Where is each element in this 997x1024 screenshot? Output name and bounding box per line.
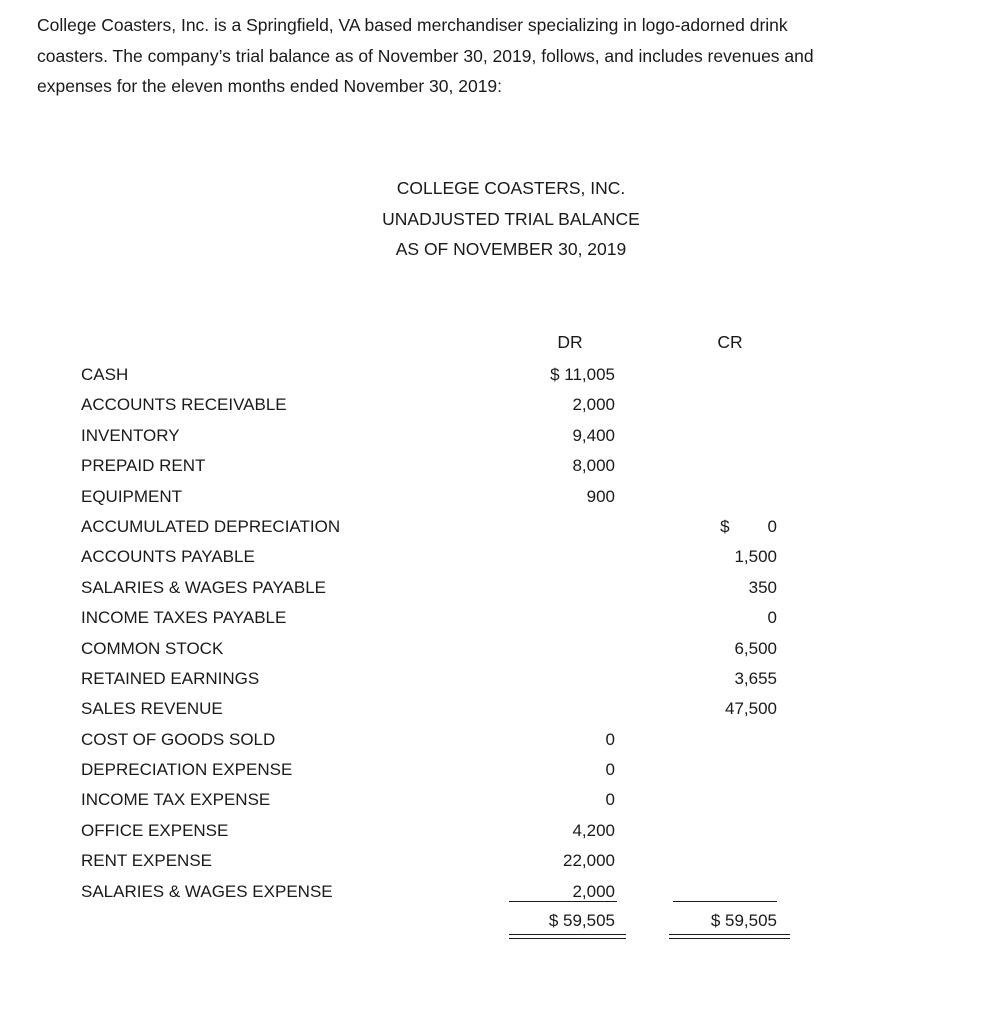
table-row [0, 785, 997, 815]
table-row [0, 360, 997, 390]
table-row [0, 664, 997, 694]
debit-subtotal-rule [509, 901, 617, 902]
debit-amount: 8,000 [572, 456, 615, 476]
debit-amount: 9,400 [572, 425, 615, 445]
table-row [0, 877, 997, 907]
credit-double-underline [669, 934, 790, 939]
table-row [0, 542, 997, 572]
credit-value: 0 [767, 516, 777, 536]
debit-amount: 0 [605, 790, 615, 810]
credit-column-header: CR [717, 332, 743, 352]
debit-amount: 900 [586, 486, 615, 506]
credit-subtotal-rule [673, 901, 777, 902]
account-name: DEPRECIATION EXPENSE [81, 760, 293, 780]
account-name: INCOME TAXES PAYABLE [81, 608, 287, 628]
account-name: RENT EXPENSE [81, 851, 213, 871]
credit-amount: 0 [767, 608, 777, 628]
account-name: OFFICE EXPENSE [81, 820, 229, 840]
account-name: ACCUMULATED DEPRECIATION [81, 516, 341, 536]
table-row [0, 482, 997, 512]
debit-amount: 2,000 [572, 881, 615, 901]
table-row [0, 816, 997, 846]
credit-amount: 1,500 [734, 547, 777, 567]
table-row [0, 755, 997, 785]
statement-date: AS OF NOVEMBER 30, 2019 [395, 239, 627, 259]
debit-column-header: DR [557, 332, 583, 352]
account-name: SALES REVENUE [81, 699, 223, 719]
debit-amount: 4,200 [572, 820, 615, 840]
credit-amount: 350 [748, 577, 777, 597]
debit-amount: 0 [605, 760, 615, 780]
table-row [0, 603, 997, 633]
debit-double-underline [509, 934, 626, 939]
intro-line-3: expenses for the eleven months ended November 30, 2019: [37, 76, 503, 96]
credit-total: $ 59,505 [710, 911, 777, 930]
credit-amount: 47,500 [725, 699, 777, 719]
account-name: RETAINED EARNINGS [81, 668, 260, 688]
account-name: EQUIPMENT [81, 486, 183, 506]
account-name: SALARIES & WAGES EXPENSE [81, 881, 333, 901]
company-name: COLLEGE COASTERS, INC. [396, 178, 626, 198]
table-row [0, 512, 997, 542]
intro-line-2: coasters. The company’s trial balance as of November 30, 2019, follows, and includes revenues and [37, 45, 814, 66]
account-name: ACCOUNTS RECEIVABLE [81, 395, 287, 415]
table-row [0, 390, 997, 420]
account-name: PREPAID RENT [81, 456, 206, 476]
table-row [0, 573, 997, 603]
problem-statement [37, 10, 967, 102]
account-name: INVENTORY [81, 425, 180, 445]
table-row [0, 846, 997, 876]
debit-amount: 2,000 [572, 395, 615, 415]
trial-balance-heading [0, 173, 997, 265]
debit-amount: $ 11,005 [550, 365, 615, 384]
credit-amount: 3,655 [734, 668, 777, 688]
account-name: CASH [81, 365, 129, 384]
statement-title: UNADJUSTED TRIAL BALANCE [382, 208, 640, 229]
table-row [0, 421, 997, 451]
debit-total: $ 59,505 [548, 911, 615, 930]
debit-amount: 0 [605, 729, 615, 749]
table-row [0, 694, 997, 724]
credit-amount [660, 512, 777, 542]
debit-amount: 22,000 [563, 851, 615, 871]
account-name: COST OF GOODS SOLD [81, 729, 276, 749]
account-name: ACCOUNTS PAYABLE [81, 547, 255, 567]
account-name: COMMON STOCK [81, 638, 224, 658]
table-row [0, 725, 997, 755]
account-name: INCOME TAX EXPENSE [81, 790, 271, 810]
dollar-sign: $ [720, 516, 730, 536]
trial-balance-rows [0, 360, 997, 907]
account-name: SALARIES & WAGES PAYABLE [81, 577, 327, 597]
intro-line-1: College Coasters, Inc. is a Springfield, VA based merchandiser specializing in logo-adorned drink [37, 15, 788, 35]
credit-amount: 6,500 [734, 638, 777, 658]
table-row [0, 451, 997, 481]
table-row [0, 634, 997, 664]
